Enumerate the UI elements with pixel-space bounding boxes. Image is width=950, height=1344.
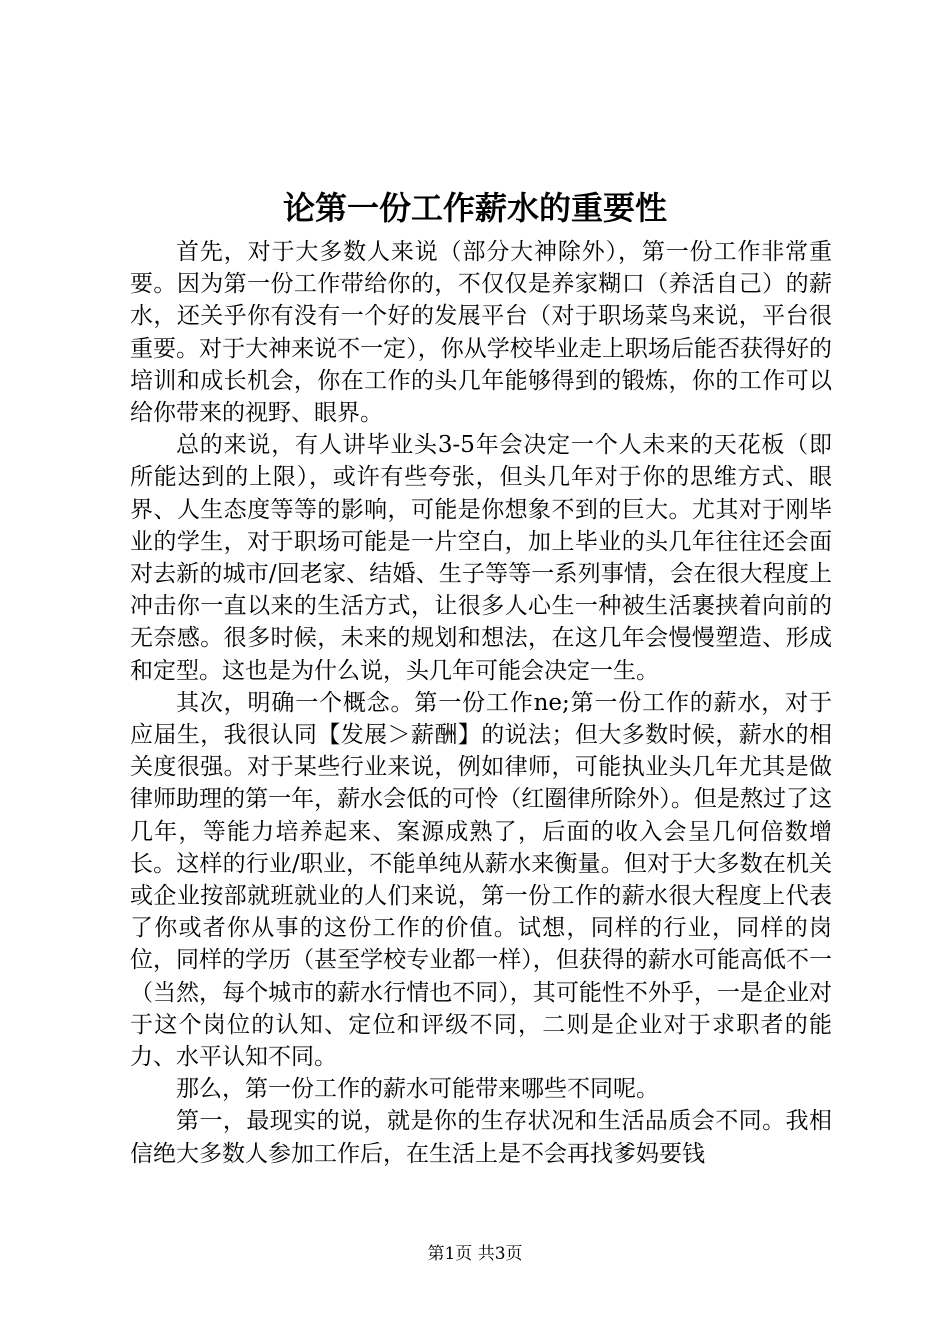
paragraph-2: 总的来说，有人讲毕业头3-5年会决定一个人未来的天花板（即所能达到的上限），或许有些夸张，但头几年对于你的思维方式、眼界、人生态度等等的影响，可能是你想象不到的巨大。尤其对于刚毕业的学生，对于职场可能是一片空白，加上毕业的头几年往往还会面对去新的城市/回老家、结婚、生子等等一系列事情，会在很大程度上冲击你一直以来的生活方式，让很多人心生一种被生活裹挟着向前的无奈感。很多时候，未来的规划和想法，在这几年会慢慢塑造、形成和定型。这也是为什么说，头几年可能会决定一生。 bbox=[130, 432, 832, 684]
document-title: 论第一份工作薪水的重要性 bbox=[282, 189, 667, 227]
paragraph-4: 那么，第一份工作的薪水可能带来哪些不同呢。 bbox=[176, 1076, 659, 1103]
paragraph-5: 第一，最现实的说，就是你的生存状况和生活品质会不同。我相信绝大多数人参加工作后，在生活上是不会再找爹妈要钱 bbox=[130, 1108, 832, 1167]
paragraph-1: 首先，对于大多数人来说（部分大神除外），第一份工作非常重要。因为第一份工作带给你的，不仅仅是养家糊口（养活自己）的薪水，还关乎你有没有一个好的发展平台（对于职场菜鸟来说，平台很重要。对于大神来说不一定），你从学校毕业走上职场后能否获得好的培训和成长机会，你在工作的头几年能够得到的锻炼，你的工作可以给你带来的视野、眼界。 bbox=[130, 239, 832, 427]
document-body bbox=[130, 236, 832, 1170]
page-number-footer: 第1页 共3页 bbox=[427, 1244, 523, 1264]
paragraph-3: 其次，明确一个概念。第一份工作ne;第一份工作的薪水，对于应届生，我很认同【发展＞薪酬】的说法；但大多数时候，薪水的相关度很强。对于某些行业来说，例如律师，可能执业头几年尤其是做律师助理的第一年，薪水会低的可怜（红圈律所除外）。但是熬过了这几年，等能力培养起来、案源成熟了，后面的收入会呈几何倍数增长。这样的行业/职业，不能单纯从薪水来衡量。但对于大多数在机关或企业按部就班就业的人们来说，第一份工作的薪水很大程度上代表了你或者你从事的这份工作的价值。试想，同样的行业，同样的岗位，同样的学历（甚至学校专业都一样），但获得的薪水可能高低不一（当然，每个城市的薪水行情也不同），其可能性不外乎，一是企业对于这个岗位的认知、定位和评级不同，二则是企业对于求职者的能力、水平认知不同。 bbox=[130, 689, 832, 1071]
